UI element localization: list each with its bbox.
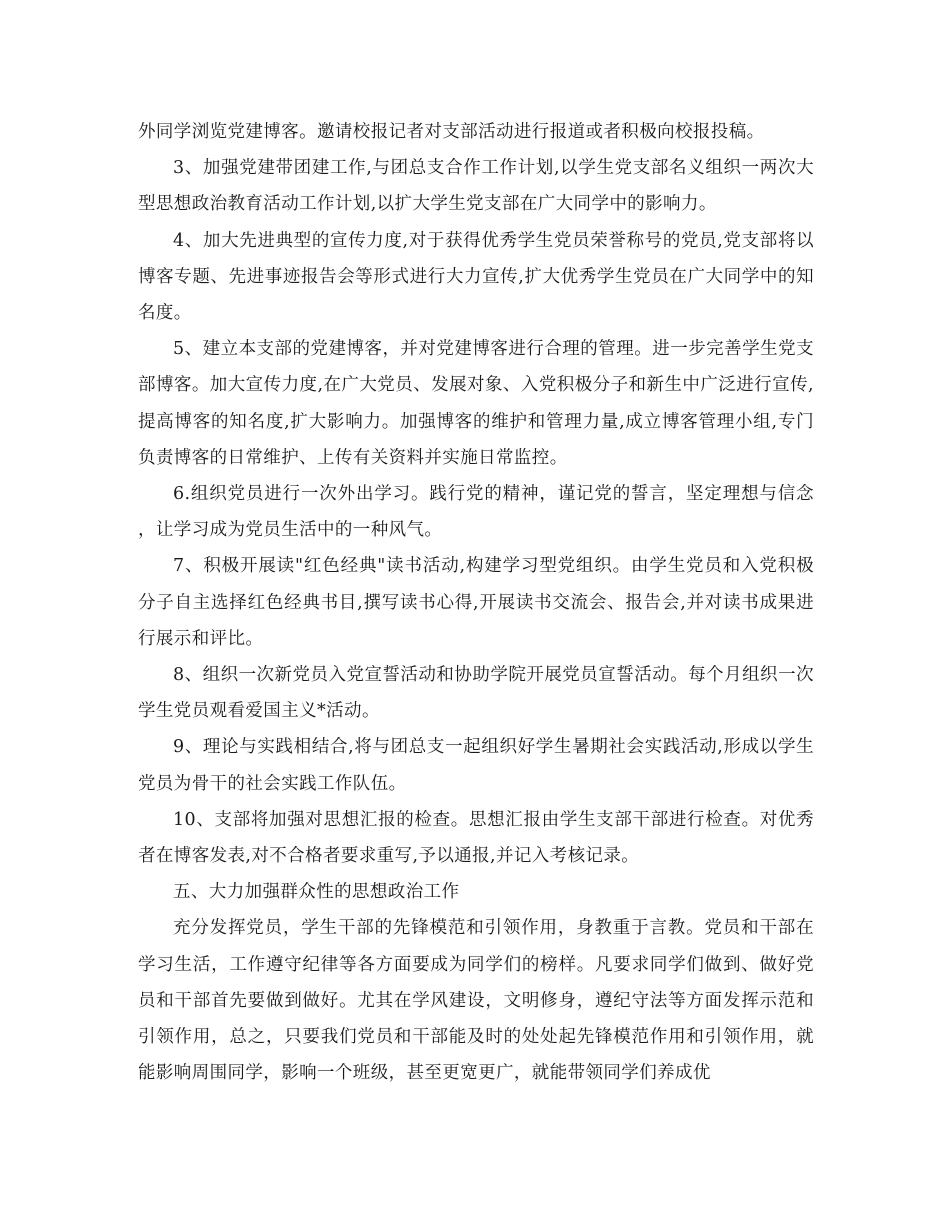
paragraph-item-6: 6.组织党员进行一次外出学习。践行党的精神，谨记党的誓言，坚定理想与信念，让学习成为党员生活中的一种风气。 bbox=[138, 484, 814, 541]
paragraph-item-9: 9、理论与实践相结合,将与团总支一起组织好学生暑期社会实践活动,形成以学生党员为骨干的社会实践工作队伍。 bbox=[138, 737, 814, 794]
paragraph-body: 充分发挥党员，学生干部的先锋模范和引领作用，身教重于言教。党员和干部在学习生活，工作遵守纪律等各方面要成为同学们的榜样。凡要求同学们做到、做好党员和干部首先要做到做好。尤其在学风建设，文明修身，遵纪守法等方面发挥示范和引领作用，总之，只要我们党员和干部能及时的处处起先锋模范作用和引领作用，就能影响周围同学，影响一个班级，甚至更宽更广，就能带领同学们养成优 bbox=[138, 918, 814, 1084]
paragraph-item-7: 7、积极开展读"红色经典"读书活动,构建学习型党组织。由学生党员和入党积极分子自主选择红色经典书目,撰写读书心得,开展读书交流会、报告会,并对读书成果进行展示和评比。 bbox=[138, 556, 814, 649]
paragraph-item-10: 10、支部将加强对思想汇报的检查。思想汇报由学生支部干部进行检查。对优秀者在博客发表,对不合格者要求重写,予以通报,并记入考核记录。 bbox=[138, 809, 814, 867]
paragraph-item-5: 5、建立本支部的党建博客，并对党建博客进行合理的管理。进一步完善学生党支部博客。加大宣传力度,在广大党员、发展对象、入党积极分子和新生中广泛进行宣传,提高博客的知名度,扩大影响力。加强博客的维护和管理力量,成立博客管理小组,专门负责博客的日常维护、上传有关资料并实施日常监控。 bbox=[138, 339, 814, 468]
paragraph-item-3: 3、加强党建带团建工作,与团总支合作工作计划,以学生党支部名义组织一两次大型思想政治教育活动工作计划,以扩大学生党支部在广大同学中的影响力。 bbox=[138, 158, 814, 215]
paragraph-item-4: 4、加大先进典型的宣传力度,对于获得优秀学生党员荣誉称号的党员,党支部将以博客专题、先进事迹报告会等形式进行大力宣传,扩大优秀学生党员在广大同学中的知名度。 bbox=[138, 230, 814, 324]
paragraph-continuation: 外同学浏览党建博客。邀请校报记者对支部活动进行报道或者积极向校报投稿。 bbox=[138, 122, 765, 142]
paragraph-item-8: 8、组织一次新党员入党宣誓活动和协助学院开展党员宣誓活动。每个月组织一次学生党员观看爱国主义*活动。 bbox=[138, 665, 814, 722]
section-heading-5: 五、大力加强群众性的思想政治工作 bbox=[173, 882, 460, 903]
document-body bbox=[138, 114, 814, 1091]
